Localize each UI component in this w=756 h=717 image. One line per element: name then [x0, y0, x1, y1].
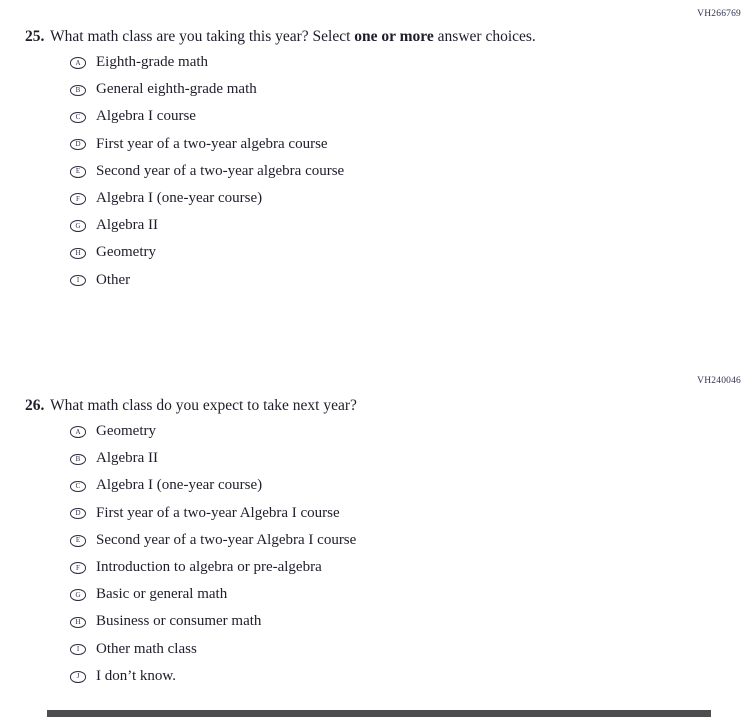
question-25 — [25, 27, 741, 294]
answer-bubble[interactable]: A — [70, 57, 86, 69]
answer-bubble[interactable]: F — [70, 562, 86, 574]
answer-option[interactable] — [70, 267, 741, 294]
answer-bubble[interactable]: I — [70, 644, 86, 656]
question-26-code: VH240046 — [697, 376, 741, 386]
answer-option-label: Other — [96, 271, 131, 288]
answer-option-label: I don’t know. — [96, 667, 176, 684]
answer-option[interactable] — [70, 500, 741, 527]
answer-option-label: Introduction to algebra or pre-algebra — [96, 559, 322, 576]
answer-option-label: Second year of a two-year algebra course — [96, 162, 345, 179]
answer-option-label: Geometry — [96, 244, 156, 261]
footer-bar — [47, 710, 711, 717]
answer-option[interactable] — [70, 240, 741, 267]
answer-option-label: Algebra II — [96, 217, 159, 234]
answer-option[interactable] — [70, 554, 741, 581]
answer-option[interactable] — [70, 473, 741, 500]
answer-option[interactable] — [70, 527, 741, 554]
answer-bubble[interactable]: C — [70, 481, 86, 493]
answer-bubble[interactable]: E — [70, 166, 86, 178]
question-text: What math class do you expect to take next year? — [50, 397, 357, 414]
answer-option-label: General eighth-grade math — [96, 81, 257, 98]
answer-option-label: Algebra I (one-year course) — [96, 190, 263, 207]
answer-bubble[interactable]: I — [70, 275, 86, 287]
answer-option-label: Algebra I (one-year course) — [96, 477, 263, 494]
answer-option[interactable] — [70, 446, 741, 473]
answer-option-label: Basic or general math — [96, 586, 228, 603]
answer-bubble[interactable]: G — [70, 220, 86, 232]
answer-option[interactable] — [70, 213, 741, 240]
question-26-prompt — [25, 396, 741, 416]
answer-bubble[interactable]: H — [70, 248, 86, 260]
answer-option[interactable] — [70, 50, 741, 77]
answer-bubble[interactable]: B — [70, 85, 86, 97]
question-25-options — [70, 50, 741, 295]
answer-bubble[interactable]: A — [70, 426, 86, 438]
answer-option[interactable] — [70, 77, 741, 104]
answer-option[interactable] — [70, 582, 741, 609]
answer-bubble[interactable]: B — [70, 454, 86, 466]
answer-option[interactable] — [70, 158, 741, 185]
answer-option-label: First year of a two-year algebra course — [96, 135, 328, 152]
answer-option-label: Algebra I course — [96, 108, 196, 125]
answer-bubble[interactable]: G — [70, 589, 86, 601]
answer-bubble[interactable]: H — [70, 617, 86, 629]
answer-option[interactable] — [70, 419, 741, 446]
answer-bubble[interactable]: C — [70, 112, 86, 124]
question-text: What math class are you taking this year? Select one or more answer choices. — [50, 28, 536, 45]
question-25-code: VH266769 — [697, 9, 741, 19]
answer-bubble[interactable]: D — [70, 139, 86, 151]
answer-bubble[interactable]: J — [70, 671, 86, 683]
answer-bubble[interactable]: D — [70, 508, 86, 520]
question-26 — [25, 396, 741, 690]
answer-option-label: Algebra II — [96, 450, 159, 467]
question-26-options — [70, 419, 741, 691]
answer-bubble[interactable]: E — [70, 535, 86, 547]
answer-option[interactable] — [70, 104, 741, 131]
answer-option[interactable] — [70, 609, 741, 636]
answer-option-label: Other math class — [96, 640, 197, 657]
answer-option-label: Geometry — [96, 423, 156, 440]
question-25-prompt — [25, 27, 741, 47]
answer-option[interactable] — [70, 663, 741, 690]
answer-option[interactable] — [70, 636, 741, 663]
answer-bubble[interactable]: F — [70, 193, 86, 205]
answer-option[interactable] — [70, 185, 741, 212]
question-number: 25. — [25, 28, 45, 45]
answer-option[interactable] — [70, 131, 741, 158]
answer-option-label: Second year of a two-year Algebra I course — [96, 531, 357, 548]
answer-option-label: Eighth-grade math — [96, 54, 209, 71]
answer-option-label: First year of a two-year Algebra I course — [96, 504, 340, 521]
question-number: 26. — [25, 397, 45, 414]
answer-option-label: Business or consumer math — [96, 613, 262, 630]
